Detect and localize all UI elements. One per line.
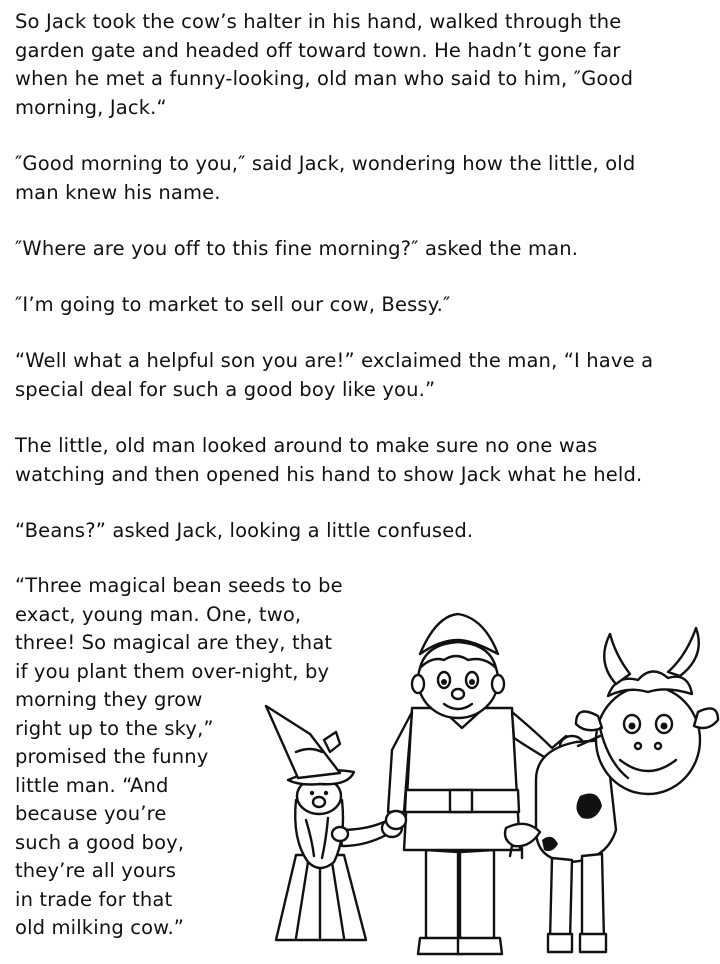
paragraph-jack-meets-man: So Jack took the cow’s halter in his hand, walked through the garden gate and headed off toward town. He hadn’t gone far when he met a funny-looking, old man who said to him, ″Good morning, Jack.“ — [15, 10, 634, 119]
paragraph-beans: “Beans?” asked Jack, looking a little confused. — [15, 519, 474, 542]
paragraph-helpful-son: “Well what a helpful son you are!” exclaimed the man, “I have a special deal for such a good boy like you.” — [15, 349, 654, 401]
paragraph-going-to-market: ″I’m going to market to sell our cow, Bessy.″ — [15, 293, 451, 316]
coloring-illustration — [236, 600, 720, 960]
paragraph-where-off-to: ″Where are you off to this fine morning?″ asked the man. — [15, 237, 579, 260]
cow-figure — [505, 628, 718, 952]
paragraph-good-morning: ″Good morning to you,″ said Jack, wondering how the little, old man knew his name. — [15, 152, 636, 204]
paragraph-magic-beans-offer: “Three magical bean seeds to be exact, young man. One, two, three! So magical are they, that if you plant them over-night, by morning they grow right up to the sky,” promised the funny little man. “And because you’re such a good boy, they’re all yours in trade for that old milking cow.” — [15, 574, 343, 939]
wizard-figure — [266, 706, 402, 940]
paragraph-old-man-looks-around: The little, old man looked around to make sure no one was watching and then opened his hand to show Jack what he held. — [15, 434, 643, 486]
